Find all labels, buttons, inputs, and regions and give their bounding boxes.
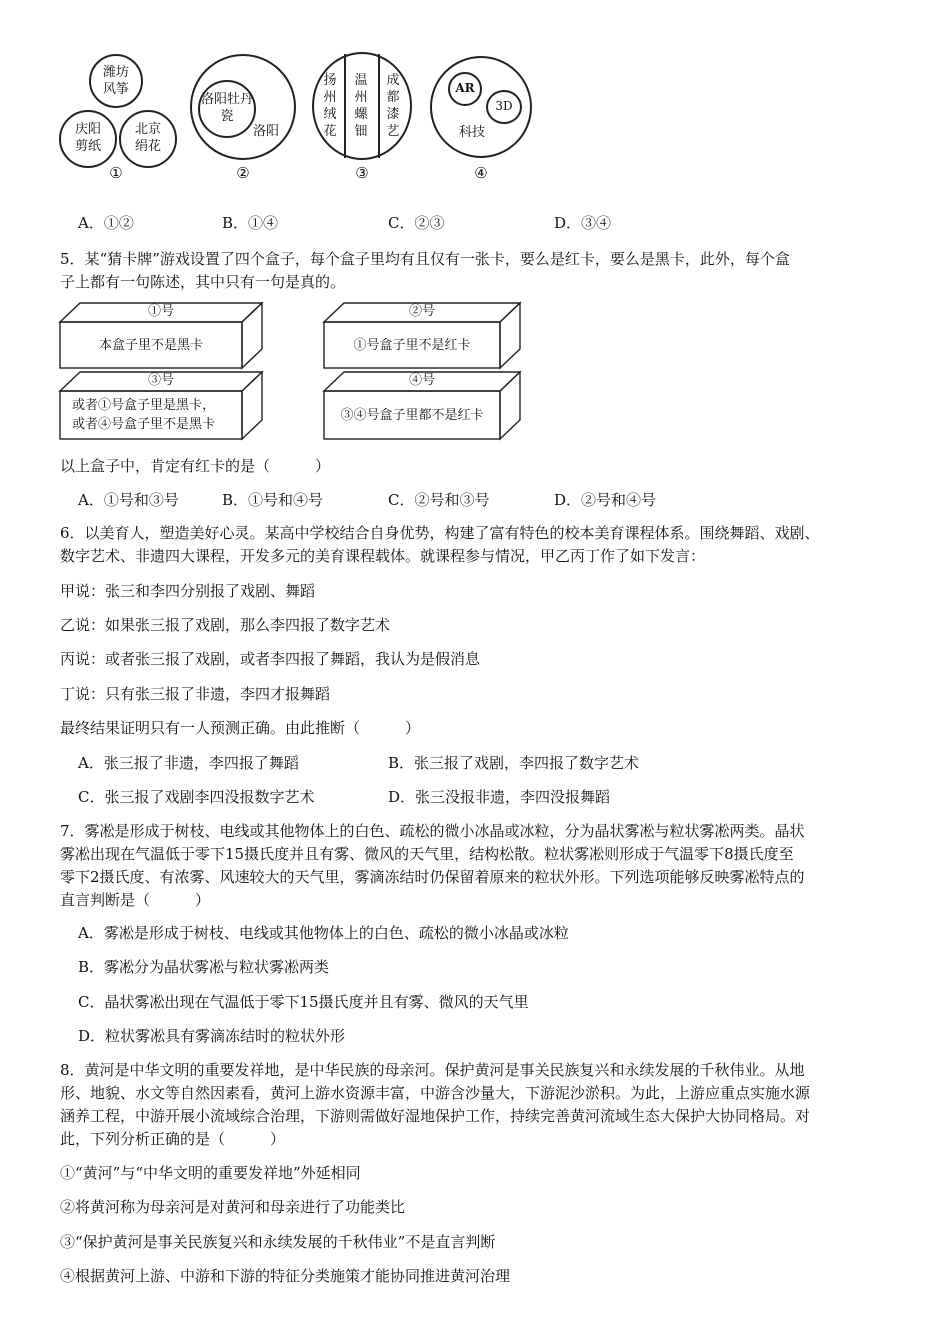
figure-number-1: ①: [109, 164, 123, 182]
label-qingyang-papercut: 庆阳剪纸: [74, 122, 101, 154]
q7-stem-line-4: 直言判断是（ ）: [60, 891, 211, 909]
q6-option-c[interactable]: C．张三报了戏剧李四没报数字艺术: [78, 788, 315, 806]
label-beijing-silkflower: 北京绢花: [134, 122, 161, 154]
label-technology: 科技: [458, 125, 485, 140]
q4-option-c[interactable]: C．②③: [388, 214, 445, 232]
box-4-label: ④号: [408, 373, 435, 388]
q4-option-d[interactable]: D．③④: [554, 214, 612, 232]
q8-stem-line-1: 8．黄河是中华文明的重要发祥地，是中华民族的母亲河。保护黄河是事关民族复兴和永续发展的千秋伟业。从地: [60, 1061, 805, 1079]
q5-option-c[interactable]: C．②号和③号: [388, 491, 490, 509]
label-luoyang: 洛阳: [252, 124, 279, 139]
label-peony-porcelain: 洛阳牡丹瓷: [200, 92, 253, 124]
q7-stem-line-3: 零下2摄氏度、有浓雾、风速较大的天气里，雾滴冻结时仍保留着原来的粒状外形。下列选项能够反映雾凇特点的: [60, 868, 805, 886]
q8-item-4: ④根据黄河上游、中游和下游的特征分类施策才能协同推进黄河治理: [60, 1267, 511, 1285]
q4-option-b[interactable]: B．①④: [222, 214, 279, 232]
box-1-label: ①号: [147, 304, 174, 319]
q6-statement-yi: 乙说：如果张三报了戏剧，那么李四报了数字艺术: [60, 616, 391, 634]
label-wenzhou-inlay: 温州螺钿: [354, 73, 368, 139]
q6-stem-line-1: 6．以美育人，塑造美好心灵。某高中学校结合自身优势，构建了富有特色的校本美育课程体系。围绕舞蹈、戏剧、: [60, 524, 820, 542]
box-1-statement: 本盒子里不是黑卡: [98, 338, 203, 353]
box-2-side: [500, 303, 520, 368]
label-chengdu-lacquer: 成都漆艺: [386, 73, 400, 139]
box-3-statement-line-2: 或者④号盒子里不是黑卡: [72, 417, 216, 432]
q8-item-3: ③“保护黄河是事关民族复兴和永续发展的千秋伟业”不是直言判断: [60, 1233, 496, 1251]
q4-option-a[interactable]: A．①②: [78, 214, 134, 232]
figure-number-4: ④: [474, 164, 488, 182]
q7-stem-line-1: 7．雾凇是形成于树枝、电线或其他物体上的白色、疏松的微小冰晶或冰粒，分为晶状雾凇与粒状雾凇两类。晶状: [60, 822, 805, 840]
figure-number-3: ③: [355, 164, 369, 182]
q8-stem-line-4: 此，下列分析正确的是（ ）: [60, 1130, 286, 1148]
q6-option-a[interactable]: A．张三报了非遗，李四报了舞蹈: [78, 754, 299, 772]
box-3-statement-line-1: 或者①号盒子里是黑卡，: [72, 398, 216, 413]
box-4-side: [500, 372, 520, 439]
q8-item-1: ①“黄河”与“中华文明的重要发祥地”外延相同: [60, 1164, 361, 1182]
q7-option-b[interactable]: B．雾凇分为晶状雾凇与粒状雾凇两类: [78, 958, 330, 976]
q7-option-c[interactable]: C．晶状雾凇出现在气温低于零下15摄氏度并且有雾、微风的天气里: [78, 993, 529, 1011]
box-3-side: [242, 372, 262, 439]
q5-option-b[interactable]: B．①号和④号: [222, 491, 324, 509]
label-3d: 3D: [495, 99, 513, 113]
q5-stem-line-1: 5．某“猜卡牌”游戏设置了四个盒子，每个盒子里均有且仅有一张卡，要么是红卡，要么是黑卡，此外，每个盒: [60, 250, 790, 268]
q6-option-d[interactable]: D．张三没报非遗，李四没报舞蹈: [388, 788, 611, 806]
label-yangzhou-velvet: 扬州绒花: [323, 73, 337, 139]
box-3-label: ③号: [147, 373, 174, 388]
label-weifang-kite: 潍坊风筝: [102, 65, 129, 97]
box-2-label: ②号: [408, 304, 435, 319]
q5-stem-line-2: 子上都有一句陈述，其中只有一句是真的。: [60, 273, 346, 291]
q8-stem-line-3: 涵养工程，中游开展小流域综合治理，下游则需做好湿地保护工作，持续完善黄河流域生态大保护大协同格局。对: [60, 1107, 811, 1125]
q8-item-2: ②将黄河称为母亲河是对黄河和母亲进行了功能类比: [60, 1198, 406, 1216]
q5-question: 以上盒子中，肯定有红卡的是（ ）: [60, 457, 331, 475]
q6-option-b[interactable]: B．张三报了戏剧，李四报了数字艺术: [388, 754, 640, 772]
q5-option-a[interactable]: A．①号和③号: [78, 491, 179, 509]
q7-option-a[interactable]: A．雾凇是形成于树枝、电线或其他物体上的白色、疏松的微小冰晶或冰粒: [78, 924, 569, 942]
q8-stem-line-2: 形、地貌、水文等自然因素看，黄河上游水资源丰富，中游含沙量大，下游泥沙淤积。为此，上游应重点实施水源: [60, 1084, 811, 1102]
label-ar: AR: [455, 81, 475, 95]
figure-number-2: ②: [236, 164, 250, 182]
q7-option-d[interactable]: D．粒状雾凇具有雾滴冻结时的粒状外形: [78, 1027, 346, 1045]
box-1-side: [242, 303, 262, 368]
q5-option-d[interactable]: D．②号和④号: [554, 491, 657, 509]
q7-stem-line-2: 雾凇出现在气温低于零下15摄氏度并且有雾、微风的天气里，结构松散。粒状雾凇则形成于气温零下8摄氏度至: [60, 845, 794, 863]
q6-statement-jia: 甲说：张三和李四分别报了戏剧、舞蹈: [60, 582, 316, 600]
q6-statement-bing: 丙说：或者张三报了戏剧，或者李四报了舞蹈，我认为是假消息: [60, 650, 481, 668]
q6-stem-line-2: 数字艺术、非遗四大课程，开发多元的美育课程载体。就课程参与情况，甲乙丙丁作了如下发言：: [60, 547, 706, 565]
box-2-statement: ①号盒子里不是红卡: [353, 338, 471, 353]
box-4-statement: ③④号盒子里都不是红卡: [340, 408, 484, 423]
q6-question: 最终结果证明只有一人预测正确。由此推断（ ）: [60, 719, 421, 737]
q6-statement-ding: 丁说：只有张三报了非遗，李四才报舞蹈: [60, 685, 331, 703]
